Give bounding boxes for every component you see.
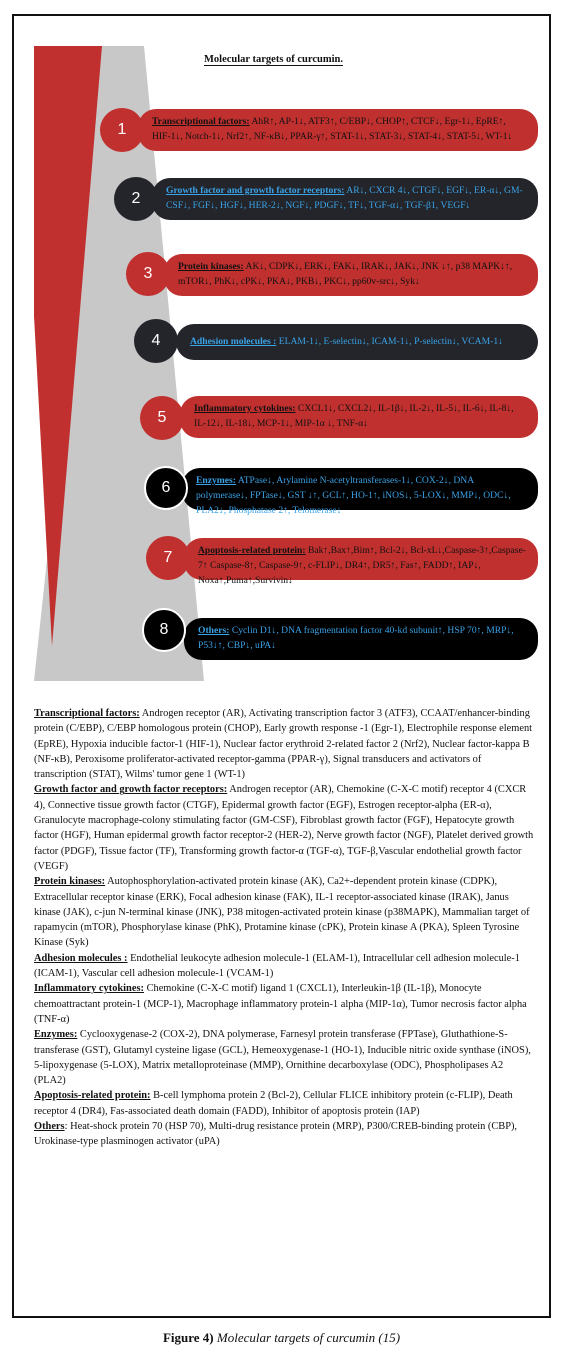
target-number-8: 8 (142, 608, 186, 652)
target-bar-5 (180, 396, 538, 438)
target-text-7: Bak↑,Bax↑,Bim↑, Bcl-2↓, Bcl-xL↓,Caspase-3↑,Caspase-7↑ Caspase-8↑, Caspase-9↑, c-FLIP↓, DR4↑, DR5↑, Fas↑, FADD↑, IAP↓, Noxa↑,Puma↑,Survivin↓ (198, 545, 526, 586)
legend-item-transcriptional: Transcriptional factors: Androgen receptor (AR), Activating transcription factor 3 (ATF3), CCAAT/enhancer-binding protein (C/EBP), C/EBP homologous protein (CHOP), Early growth response -1 (Egr-1), Electrophile response element (EpRE), Hypoxia inducible factor-1 (HIF-1), Nuclear factor erythroid 2-related factor 2 (Nrf2), Nuclear factor-kappa B (NF-κB), Peroxisome proliferator-activated receptor-gamma (PPAR-γ), Signal transducers and activators of transcription (STAT), Wilms' tumor gene 1 (WT-1) (34, 708, 533, 781)
target-heading-6: Enzymes: (196, 475, 236, 486)
target-text-6: ATPase↓, Arylamine N-acetyltransferases-1↓, COX-2↓, DNA polymerase↓, FPTase↓, GST ↓↑, GCL↑, HO-1↑, iNOS↓, 5-LOX↓, MMP↓, ODC↓, PLA2↓, Phosphatase 2↑, Telomerase↓ (196, 475, 511, 516)
target-bar-6 (182, 468, 538, 516)
target-text-8: Cyclin D1↓, DNA fragmentation factor 40-kd subunit↑, HSP 70↑, MRP↓, P53↓↑, CBP↓, uPA↓ (198, 625, 514, 651)
legend-item-growth-factor: Growth factor and growth factor receptors: Androgen receptor (AR), Chemokine (C-X-C motif) receptor 4 (CXCR 4), Connective tissue growth factor (CTGF), Epidermal growth factor (EGF), Estrogen receptor-alpha (ER-α), Granulocyte macrophage-colony stimulating factor (GM-CSF), Fibroblast growth factor (FGF), Hepatocyte growth factor (HGF), Human epidermal growth factor receptor-2 (HER-2), Nerve growth factor (NGF), Platelet derived growth factor (PDGF), Tissue factor (TF), Transforming growth factor-α (TGF-α), TGF-β,Vascular endothelial growth factor (VEGF) (34, 784, 534, 872)
target-heading-1: Transcriptional factors: (152, 116, 250, 127)
legend-item-adhesion: Adhesion molecules : Endothelial leukocyte adhesion molecule-1 (ELAM-1), Intracellular cell adhesion molecule-1 (ICAM-1), Vascular cell adhesion molecule-1 (VCAM-1) (34, 952, 520, 980)
target-number-2: 2 (114, 177, 158, 221)
target-heading-4: Adhesion molecules : (190, 336, 277, 347)
diagram-title: Molecular targets of curcumin. (204, 54, 343, 65)
legend-item-others: Others: Heat-shock protein 70 (HSP 70), Multi-drug resistance protein (MRP), P300/CREB-binding protein (CBP), Urokinase-type plasminogen activator (uPA) (34, 1121, 518, 1148)
target-text-2: AR↓, CXCR 4↓, CTGF↓, EGF↓, ER-α↓, GM-CSF↓, FGF↓, HGF↓, HER-2↓, NGF↓, PDGF↓, TF↓, TGF-α↓, TGF-β1, VEGF↓ (166, 185, 523, 211)
legend-item-cytokines: Inflammatory cytokines: Chemokine (C-X-C motif) ligand 1 (CXCL1), Interleukin-1β (IL-1β), Monocyte chemoattractant protein-1 (MCP-1), Macrophage inflammatory protein-1 alpha (MIP-1α), Tumor necrosis factor alpha (TNF-α) (34, 983, 527, 1025)
target-bar-3 (164, 254, 538, 296)
target-heading-8: Others: (198, 625, 230, 636)
target-bar-7 (184, 538, 538, 586)
legend-item-apoptosis: Apoptosis-related protein: B-cell lymphoma protein 2 (Bcl-2), Cellular FLICE inhibitory protein (c-FLIP), Death receptor 4 (DR4), Fas-associated death domain (FADD), Inhibitor of apoptosis protein (IAP) (34, 1090, 513, 1117)
target-number-3: 3 (126, 252, 170, 296)
legend-item-protein-kinases: Protein kinases: Autophosphorylation-activated protein kinase (AK), Ca2+-dependent protein kinase (CDPK), Extracellular receptor kinase (ERK), Focal adhesion kinase (FAK), IL-1 receptor-associated kinase (IRAK), Janus kinase (JAK), c-jun N-terminal kinase (JNK), P38 mitogen-activated protein kinase (p38MAPK), Mammalian target of rapamycin (mTOR), Phosphorylase kinase (PhK), Protamine kinase (cPK), Protein kinase A (PKA), Spleen Tyrosine Kinase (Syk) (34, 876, 530, 949)
target-number-7: 7 (146, 536, 190, 580)
target-bar-8 (184, 618, 538, 660)
target-heading-5: Inflammatory cytokines: (194, 403, 296, 414)
target-text-3: AK↓, CDPK↓, ERK↓, FAK↓, IRAK↓, JAK↓, JNK ↓↑, p38 MAPK↓↑, mTOR↓, PhK↓, cPK↓, PKA↓, PKB↓, PKC↓, pp60v-src↓, Syk↓ (178, 261, 513, 287)
target-bar-2 (152, 178, 538, 220)
caption-label: Figure 4) (162, 1330, 214, 1345)
target-text-4: ELAM-1↓, E-selectin↓, ICAM-1↓, P-selectin↓, VCAM-1↓ (276, 336, 503, 347)
figure-caption (0, 1330, 563, 1346)
curcumin-targets-diagram (14, 16, 549, 681)
target-heading-7: Apoptosis-related protein: (198, 545, 306, 556)
caption-text: Molecular targets of curcumin (15) (213, 1330, 401, 1345)
target-number-6: 6 (144, 466, 188, 510)
target-text-5: CXCL1↓, CXCL2↓, IL-1β↓, IL-2↓, IL-5↓, IL-6↓, IL-8↓, IL-12↓, IL-18↓, MCP-1↓, MIP-1α ↓, TNF-α↓ (194, 403, 514, 429)
target-heading-2: Growth factor and growth factor receptors: (166, 185, 345, 196)
target-bar-1 (138, 109, 538, 151)
target-bar-4 (176, 324, 538, 360)
legend-item-enzymes: Enzymes: Cyclooxygenase-2 (COX-2), DNA polymerase, Farnesyl protein transferase (FPTase), Gluthathione-S-transferase (GST), Glutamyl cysteine ligase (GCL), Hemeoxygenase-1 (HO-1), Inducible nitric oxide synthase (iNOS), 5-lipoxygenase (5-LOX), Matrix metalloproteinase (MMP), Ornithine decarboxylase (ODC), Phospholipases A2 (PLA2) (34, 1029, 531, 1087)
target-number-4: 4 (134, 319, 178, 363)
target-text-1: AhR↑, AP-1↓, ATF3↑, C/EBP↓, CHOP↑, CTCF↓, Egr-1↓, EpRE↑, HIF-1↓, Notch-1↓, Nrf2↑, NF-κB↓, PPAR-γ↑, STAT-1↓, STAT-3↓, STAT-4↓, STAT-5↓, WT-1↓ (152, 116, 513, 142)
target-heading-3: Protein kinases: (178, 261, 244, 272)
abbreviation-legend (34, 706, 534, 1150)
target-number-5: 5 (140, 396, 184, 440)
target-number-1: 1 (100, 108, 144, 152)
